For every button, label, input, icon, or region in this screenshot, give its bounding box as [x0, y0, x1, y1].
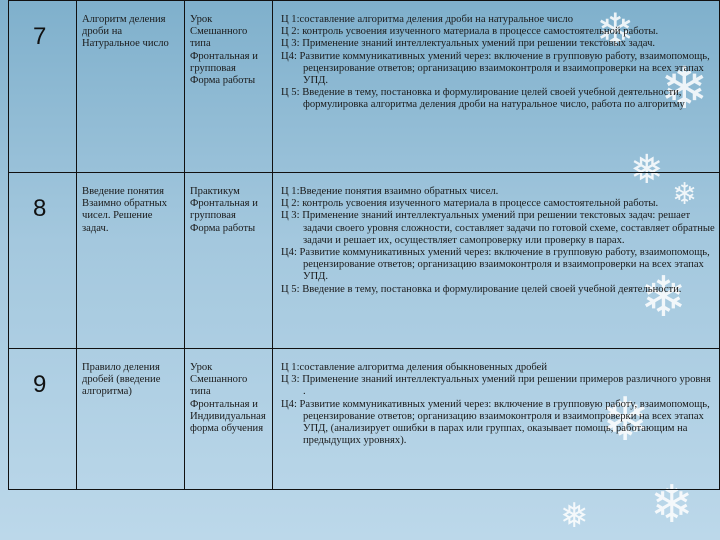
lesson-number: 7 [33, 23, 47, 50]
goal-item: Ц 1:составление алгоритма деления обыкновенных дробей [281, 362, 548, 373]
lesson-goals [273, 349, 719, 453]
lesson-topic: Алгоритм деления дроби на Натуральное число [82, 14, 169, 50]
snowflake-icon: ❄ [660, 56, 709, 121]
goal-item: Ц 5: Введение в тему, постановка и формулирование целей своей учебной деятельности, формулировка алгоритма деления дроби на натуральное число, работа по алгоритму [281, 87, 685, 111]
goal-item: Ц 2: контроль усвоения изученного материала в процессе самостоятельной работы. [281, 26, 659, 38]
lesson-plan-table [8, 0, 720, 490]
lesson-goals [273, 1, 719, 121]
snowflake-icon: ❄ [600, 387, 651, 453]
goal-item: Ц4: Развитие коммуникативных умений через: включение в групповую работу, взаимопомощь, рецензирование ответов; организацию взаимоконтроля и взаимопроверки на всех этапах УПД. [281, 50, 710, 87]
goal-item: Ц 2: контроль усвоения изученного материала в процессе самостоятельной работы. [281, 198, 659, 210]
goal-item: Ц 1:Введение понятия взаимно обратных чисел. [281, 186, 499, 197]
lesson-topic: Введение понятия Взаимно обратных чисел. Решение задач. [82, 186, 168, 234]
snowflake-icon: ❄ [596, 5, 635, 56]
snowflake-icon: ❅ [560, 498, 589, 535]
goal-item: Ц4: Развитие коммуникативных умений через: включение в групповую работу, взаимопомощь, рецензирование ответов; организацию взаимоконтроля и взаимопроверки на всех этапах УПД. [281, 247, 710, 283]
snowflake-icon: ❅ [630, 147, 664, 192]
lesson-topic: Правило деления дробей (введение алгоритма) [82, 362, 161, 398]
goal-item: Ц 3: Применение знаний интеллектуальных умений при решении текстовых задач: решает задачи своего уровня сложности, составляет задачи по готовой схеме, составляет обратные задачи и решает их, осуществляет самопроверку или проверку в парах. [281, 210, 715, 246]
lesson-number: 8 [33, 195, 47, 222]
snowflake-icon: ❄ [640, 267, 687, 329]
table-row [9, 173, 720, 349]
lesson-goals [273, 173, 719, 302]
table-row [9, 349, 720, 490]
goal-item: Ц4: Развитие коммуникативных умений через: включение в групповую работу, взаимопомощь, рецензирование ответов; организацию взаимоконтроля и взаимопроверки на всех этапах УПД, (анализирует ошибки в парах или группах, оказывает помощь, работающим на предыдущих уровнях). [281, 398, 710, 447]
lesson-type: Урок Смешанного типа Фронтальная и Индивидуальная форма обучения [190, 362, 266, 435]
snowflake-icon: ❄ [650, 477, 694, 534]
lesson-type: Практикум Фронтальная и групповая Форма работы [190, 186, 258, 234]
goal-item: Ц 3: Применение знаний интеллектуальных умений при решении примеров различного уровня . [281, 374, 711, 398]
snowflake-icon: ❄ [672, 178, 698, 211]
lesson-type: Урок Смешанного типа Фронтальная и групповая Форма работы [190, 14, 258, 87]
goal-item: Ц 5: Введение в тему, постановка и формулирование целей своей учебной деятельности. [281, 283, 682, 295]
goal-item: Ц 1:составление алгоритма деления дроби на натуральное число [281, 14, 574, 25]
table-row [9, 1, 720, 173]
lesson-number: 9 [33, 371, 47, 398]
goal-item: Ц 3: Применение знаний интеллектуальных умений при решении текстовых задач. [281, 38, 656, 50]
